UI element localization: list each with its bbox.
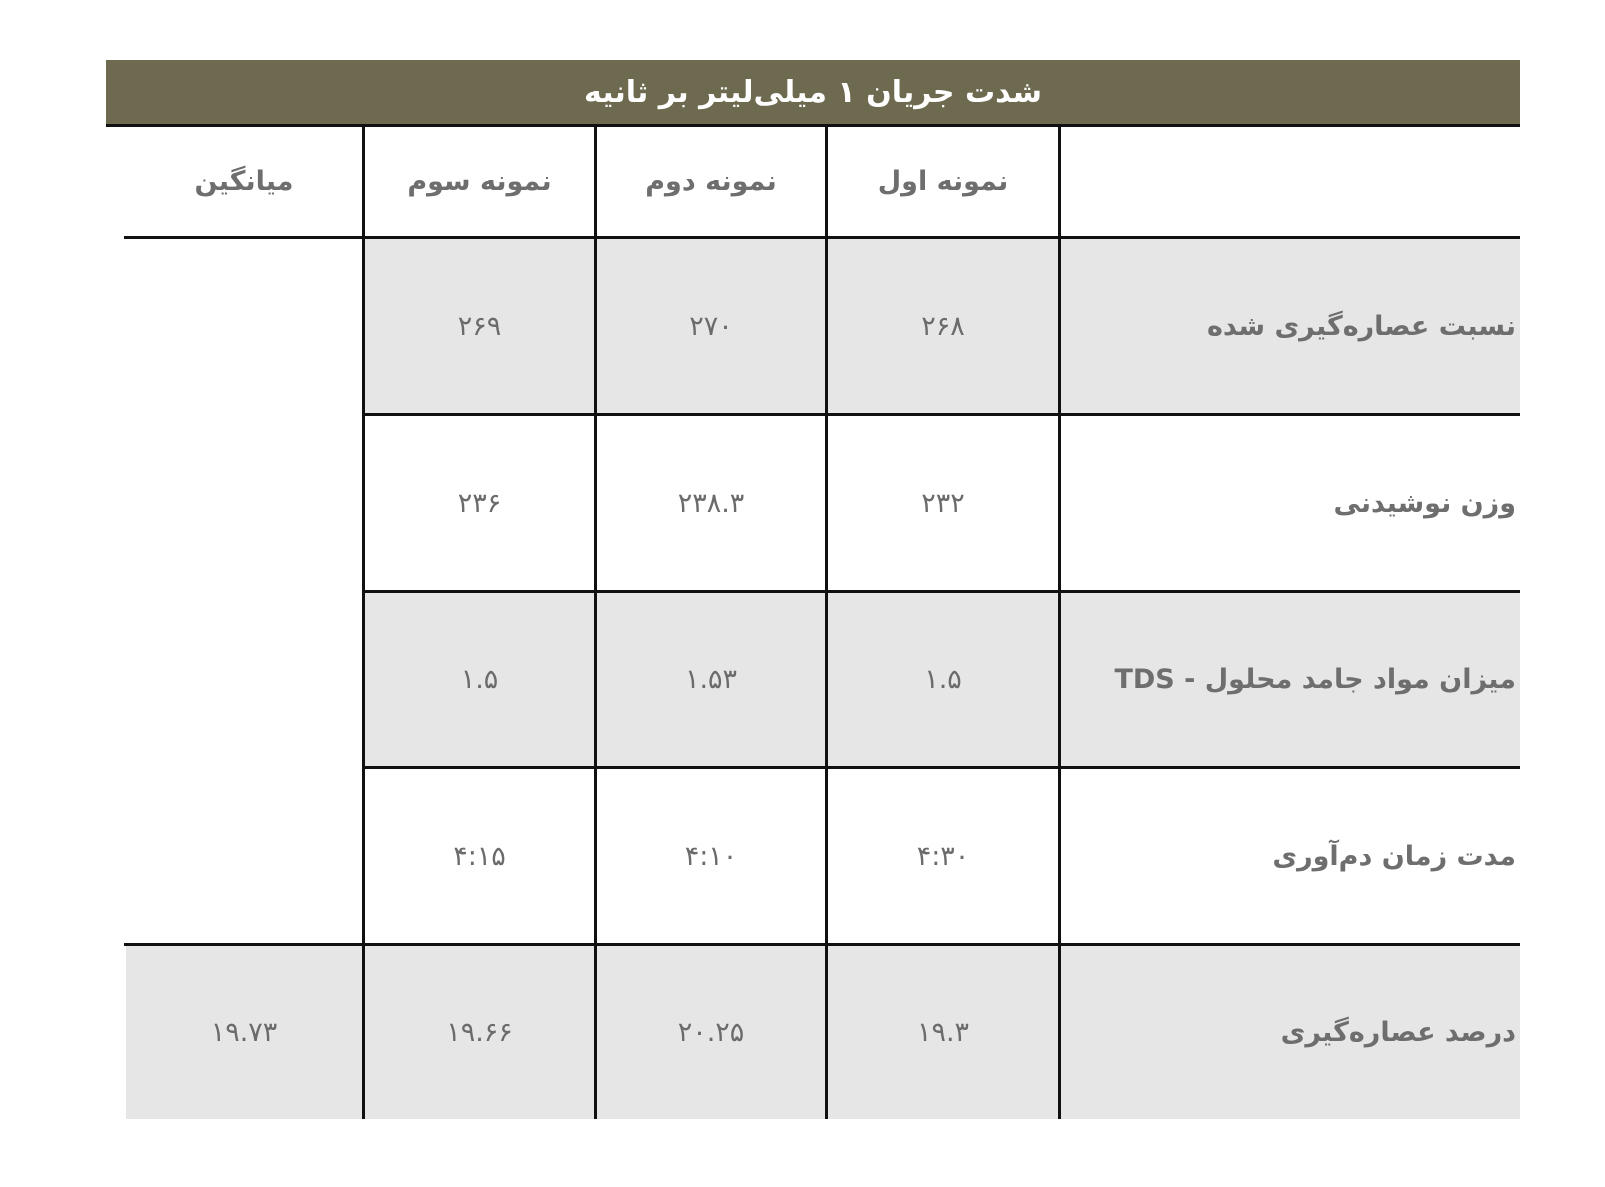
cell-beverage-weight-sample-1: ۲۳۲ <box>921 487 965 519</box>
header-sample-1: نمونه اول <box>877 166 1009 197</box>
cell-tds-sample-3: ۱.۵ <box>460 664 499 695</box>
row-label-extraction-percent: درصد عصاره‌گیری <box>1280 1017 1516 1048</box>
header-sample-3: نمونه سوم <box>407 166 552 197</box>
cell-extraction-percent-sample-2: ۲۰.۲۵ <box>677 1017 745 1048</box>
cell-brew-time-sample-3: ۴:۱۵ <box>453 840 506 872</box>
cell-brew-time-sample-1: ۴:۳۰ <box>916 840 970 872</box>
cell-extraction-ratio-sample-1: ۲۶۸ <box>921 310 965 342</box>
cell-extraction-percent-average: ۱۹.۷۳ <box>210 1017 278 1048</box>
cell-extraction-percent-sample-1: ۱۹.۳ <box>916 1017 970 1048</box>
cell-tds-sample-1: ۱.۵ <box>924 664 962 695</box>
cell-extraction-ratio-sample-2: ۲۷۰ <box>689 310 733 342</box>
cell-brew-time-sample-2: ۴:۱۰ <box>684 840 738 872</box>
header-average: میانگین <box>194 166 294 197</box>
row-label-tds: میزان مواد جامد محلول - TDS <box>1114 664 1516 695</box>
cell-extraction-ratio-sample-3: ۲۶۹ <box>457 310 502 342</box>
row-label-beverage-weight: وزن نوشیدنی <box>1333 487 1516 519</box>
cell-beverage-weight-sample-2: ۲۳۸.۳ <box>677 487 745 519</box>
cell-tds-sample-2: ۱.۵۳ <box>684 664 738 695</box>
header-sample-2: نمونه دوم <box>645 166 777 197</box>
row-label-brew-time: مدت زمان دم‌آوری <box>1272 840 1516 872</box>
cell-extraction-percent-sample-3: ۱۹.۶۶ <box>446 1017 513 1048</box>
cell-beverage-weight-sample-3: ۲۳۶ <box>457 487 502 519</box>
row-label-extraction-ratio: نسبت عصاره‌گیری شده <box>1206 310 1516 342</box>
table-title: شدت جریان ۱ میلی‌لیتر بر ثانیه <box>106 60 1520 124</box>
